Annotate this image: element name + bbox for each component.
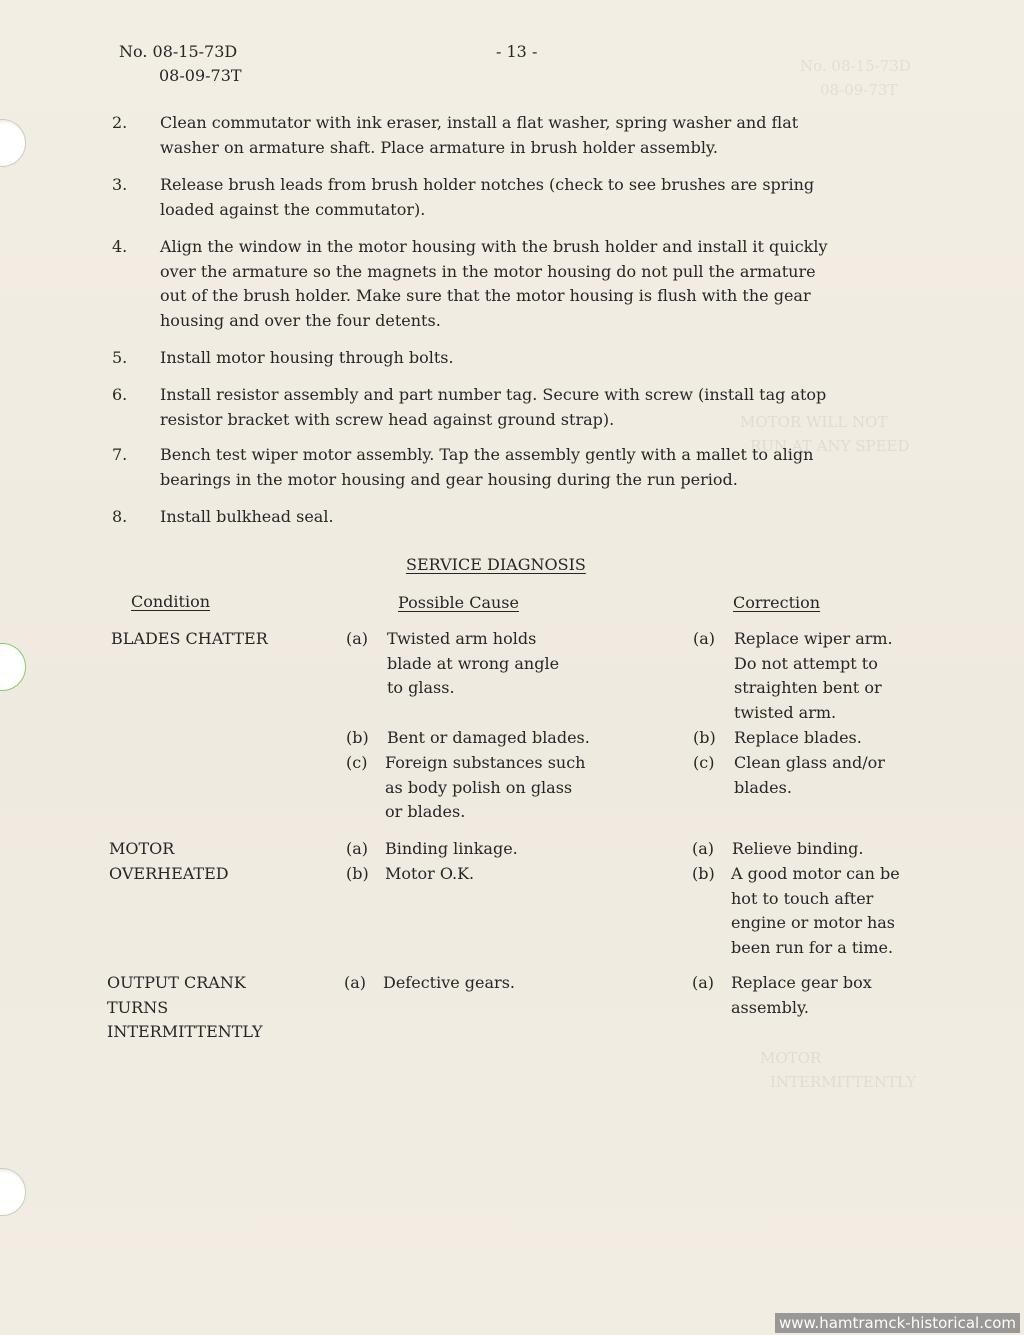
correction-marker: (a) <box>692 973 715 992</box>
condition-line: OUTPUT CRANK <box>107 973 246 992</box>
correction-line: hot to touch after <box>731 888 874 908</box>
site-watermark: www.hamtramck-historical.com <box>775 1313 1020 1333</box>
column-header-cause: Possible Cause <box>398 593 519 612</box>
step-text <box>160 505 928 530</box>
step-line: Install motor housing through bolts. <box>160 348 454 367</box>
cause-text: Binding linkage. <box>385 839 518 858</box>
cause-marker: (b) <box>346 864 369 883</box>
correction-line: A good motor can be <box>731 864 900 883</box>
diagnosis-title: SERVICE DIAGNOSIS <box>406 555 586 574</box>
condition-line: MOTOR <box>109 839 175 858</box>
step-line: loaded against the commutator). <box>160 199 426 219</box>
step-line: out of the brush holder. Make sure that the motor housing is flush with the gear <box>160 286 811 305</box>
correction-line: Replace gear box <box>731 973 872 992</box>
condition-line: OVERHEATED <box>109 863 229 883</box>
correction-text: Relieve binding. <box>732 839 864 858</box>
step-number: 6. <box>112 385 128 404</box>
cause-marker: (a) <box>344 973 367 992</box>
step-line: Install bulkhead seal. <box>160 507 334 526</box>
correction-text <box>731 971 872 1020</box>
step-line: bearings in the motor housing and gear housing during the run period. <box>160 469 738 489</box>
document-number-secondary: 08-09-73T <box>159 66 242 85</box>
binder-hole-top <box>0 119 26 167</box>
correction-line: blades. <box>734 777 792 797</box>
cause-line: as body polish on glass <box>385 777 573 797</box>
cause-marker: (a) <box>346 839 369 858</box>
cause-line: to glass. <box>387 678 455 697</box>
condition-label <box>109 837 229 886</box>
step-text <box>160 443 928 492</box>
cause-line: Foreign substances such <box>385 753 586 772</box>
condition-label: BLADES CHATTER <box>111 629 268 648</box>
step-text <box>160 173 928 222</box>
step-number: 5. <box>112 348 128 367</box>
correction-text <box>734 751 885 800</box>
step-number: 4. <box>112 237 128 256</box>
cause-line: Twisted arm holds <box>387 629 537 648</box>
step-line: over the armature so the magnets in the motor housing do not pull the armature <box>160 261 816 281</box>
correction-marker: (c) <box>693 753 715 772</box>
column-header-condition: Condition <box>131 592 211 611</box>
correction-marker: (a) <box>692 839 715 858</box>
correction-line: been run for a time. <box>731 937 894 957</box>
step-line: Align the window in the motor housing with the brush holder and install it quickly <box>160 237 828 256</box>
correction-line: engine or motor has <box>731 913 896 932</box>
step-text <box>160 235 928 333</box>
correction-line: Clean glass and/or <box>734 753 885 772</box>
correction-marker: (a) <box>693 629 716 648</box>
step-line: Install resistor assembly and part number tag. Secure with screw (install tag atop <box>160 385 827 404</box>
correction-text <box>734 627 893 725</box>
cause-text: Motor O.K. <box>385 864 475 883</box>
step-line: resistor bracket with screw head against ground strap). <box>160 409 615 429</box>
cause-text <box>387 627 559 701</box>
step-line: Clean commutator with ink eraser, install a flat washer, spring washer and flat <box>160 113 799 132</box>
condition-line: TURNS <box>107 997 169 1017</box>
correction-text <box>731 862 900 960</box>
step-text <box>160 346 928 371</box>
step-line: washer on armature shaft. Place armature in brush holder assembly. <box>160 137 718 157</box>
step-text <box>160 383 928 432</box>
correction-line: Replace wiper arm. <box>734 629 893 648</box>
page-number: - 13 - <box>496 42 538 61</box>
binder-hole-bottom <box>0 1168 26 1216</box>
cause-line: or blades. <box>385 802 466 821</box>
condition-label <box>107 971 263 1045</box>
cause-marker: (b) <box>346 728 369 747</box>
correction-marker: (b) <box>693 728 716 747</box>
cause-text: Defective gears. <box>383 973 515 992</box>
correction-line: Do not attempt to <box>734 653 878 673</box>
step-line: Bench test wiper motor assembly. Tap the assembly gently with a mallet to align <box>160 445 814 464</box>
step-number: 7. <box>112 445 128 464</box>
correction-line: straighten bent or <box>734 678 882 697</box>
step-text <box>160 111 928 160</box>
binder-hole-middle <box>0 643 26 691</box>
correction-marker: (b) <box>692 864 715 883</box>
document-number: No. 08-15-73D <box>119 42 238 61</box>
cause-marker: (a) <box>346 629 369 648</box>
step-line: Release brush leads from brush holder notches (check to see brushes are spring <box>160 175 815 194</box>
step-number: 2. <box>112 113 128 132</box>
correction-line: assembly. <box>731 997 809 1017</box>
step-number: 3. <box>112 175 128 194</box>
cause-line: blade at wrong angle <box>387 653 560 673</box>
column-header-correction: Correction <box>733 593 821 612</box>
document-page: No. 08-15-73D 08-09-73T MOTOR WILL NOT RUN AT ANY SPEED MOTOR INTERMITTENTLY No. 08-15-73D 08-09-73T - 13 - 2. Clean commutator with ink eraser, install a flat washer, spring washer and flat washer on armature shaft. Place armature in brush holder assembly. 3. Release brush leads from brush holder notches (check to see brushes are spring loaded against the commutator). 4. Align the window in the motor housing with the brush holder and install it quickly over the armature so the magnets in the motor housing do not pull the armature out of the brush holder. Make sure that the motor housing is flush with the gear housing and over the four detents. 5. Install motor housing through bolts. 6. Install resistor assembly and part number tag. Secure with screw (install tag atop resistor bracket with screw head against ground strap). 7. Bench test wiper motor assembly. Tap the assembly gently with a mallet to align bearings in the motor housing and gear housing during the run period. 8. Install bulkhead seal. SERVICE DIAGNOSIS Condition Possible Cause Correction BLADES CHATTER (a) Twisted arm holds blade at wrong angle to glass. (a) Replace wiper arm. Do not attempt to straighten bent or twisted arm. (b) Bent or damaged blades. (b) Replace blades. (c) Foreign substances such as body polish on glass or blades. (c) Clean glass and/or blades. MOTOR OVERHEATED (a) Binding linkage. (a) Relieve binding. (b) Motor O.K. (b) A good motor can be hot to touch after engine or motor has been run for a time. OUTPUT CRANK TURNS INTERMITTENTLY (a) Defective gears. (a) Replace gear box assembly. www.hamtramck-historical.com <box>0 0 1024 1335</box>
correction-text: Replace blades. <box>734 728 862 747</box>
correction-line: twisted arm. <box>734 702 837 722</box>
condition-line: INTERMITTENTLY <box>107 1022 263 1041</box>
cause-marker: (c) <box>346 753 368 772</box>
step-number: 8. <box>112 507 128 526</box>
cause-text <box>385 751 585 825</box>
cause-text: Bent or damaged blades. <box>387 728 590 747</box>
step-line: housing and over the four detents. <box>160 310 441 330</box>
